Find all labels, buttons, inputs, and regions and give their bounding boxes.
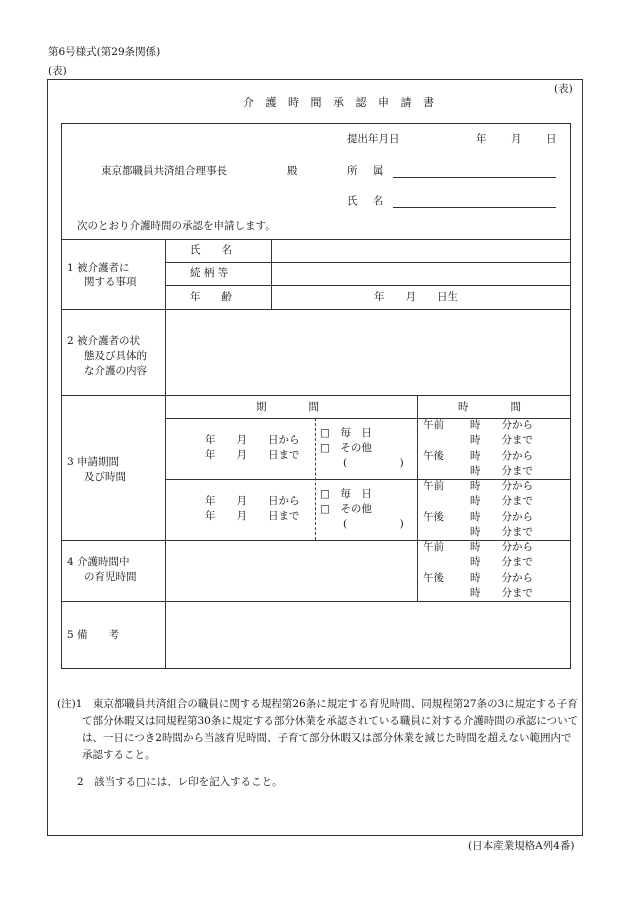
time-field[interactable]: 時 分から <box>470 572 533 584</box>
time-field[interactable]: 時 分から <box>470 419 533 431</box>
name-label: 氏 名 <box>347 195 390 207</box>
divider <box>61 239 571 240</box>
form-title: 介 護 時 間 承 認 申 請 書 <box>243 96 438 109</box>
period2-option-other-checkbox[interactable]: □ その他 <box>320 503 372 515</box>
corner-label: (表) <box>554 83 573 95</box>
section2-label-line3: な介護の内容 <box>84 365 147 377</box>
divider <box>61 601 571 602</box>
time-field[interactable]: 時 分まで <box>470 526 533 538</box>
affiliation-label: 所 属 <box>347 165 390 177</box>
footer-standard: (日本産業規格A列4番) <box>468 840 575 852</box>
time-field[interactable]: 時 分まで <box>470 465 533 477</box>
period1-option-daily-checkbox[interactable]: □ 毎 日 <box>320 427 372 439</box>
time-field[interactable]: 時 分まで <box>470 495 533 507</box>
period1-from[interactable]: 年 月 日から <box>205 434 300 446</box>
form-number: 第6号様式(第29条関係) <box>48 46 161 58</box>
divider <box>165 262 571 263</box>
note-2: 2 該当する□には、レ印を記入すること。 <box>77 776 283 788</box>
row-label-age: 年 齢 <box>190 291 232 303</box>
pm-label: 午後 <box>423 450 444 462</box>
divider <box>61 395 571 396</box>
period2-to[interactable]: 年 月 日まで <box>205 510 300 522</box>
request-text: 次のとおり介護時間の承認を申請します。 <box>77 220 276 232</box>
time-field[interactable]: 時 分まで <box>470 587 533 599</box>
period-header: 期 間 <box>256 401 319 413</box>
submission-day: 日 <box>546 133 557 145</box>
am-label: 午前 <box>423 419 444 431</box>
note-1: (注)1 東京都職員共済組合の職員に関する規程第26条に規定する育児時間、同規程第27条の3に規定する子育て部分休暇又は同規程第30条に規定する部分休業を承認されている職員に対する介護時間の承認については、一日につき2時間から当該育児時間、子育て部分休暇又は部分休業を減じた時間を超えない範囲内で承認すること。 <box>57 698 579 761</box>
time-field[interactable]: 時 分から <box>470 541 533 553</box>
time-field[interactable]: 時 分まで <box>470 556 533 568</box>
name-line[interactable] <box>393 207 556 208</box>
submission-date-label: 提出年月日 <box>347 133 400 145</box>
label-column-divider <box>165 239 166 669</box>
am-label: 午前 <box>423 480 444 492</box>
divider <box>61 309 571 310</box>
birthdate-field[interactable]: 年 月 日生 <box>374 291 458 303</box>
section3-label-line2: 及び時間 <box>84 471 126 483</box>
period2-option-daily-checkbox[interactable]: □ 毎 日 <box>320 488 372 500</box>
pm-label: 午後 <box>423 511 444 523</box>
section3-label-line1: 3 申請期間 <box>67 456 120 468</box>
period1-to[interactable]: 年 月 日まで <box>205 449 300 461</box>
honorific: 殿 <box>287 165 298 177</box>
section4-label-line1: 4 介護時間中 <box>67 556 130 568</box>
affiliation-line[interactable] <box>393 177 556 178</box>
period2-from[interactable]: 年 月 日から <box>205 495 300 507</box>
time-field[interactable]: 時 分から <box>470 450 533 462</box>
pm-label: 午後 <box>423 572 444 584</box>
section5-label: 5 備 考 <box>67 629 120 641</box>
time-column-divider <box>417 395 418 601</box>
section2-label-line1: 2 被介護者の状 <box>67 335 141 347</box>
front-label: (表) <box>48 65 67 77</box>
period1-other-field[interactable]: ( ) <box>343 457 404 469</box>
addressee: 東京都職員共済組合理事長 <box>101 165 227 177</box>
submission-year: 年 <box>476 133 487 145</box>
row-label-name: 氏 名 <box>190 244 232 256</box>
period2-other-field[interactable]: ( ) <box>343 518 404 530</box>
divider <box>271 239 272 309</box>
am-label: 午前 <box>423 541 444 553</box>
row-label-relation: 続 柄 等 <box>190 267 229 279</box>
section2-label-line2: 態及び具体的 <box>84 350 147 362</box>
section1-label-line2: 関する事項 <box>84 276 137 288</box>
section1-label-line1: 1 被介護者に <box>67 262 130 274</box>
divider <box>165 285 571 286</box>
time-field[interactable]: 時 分まで <box>470 434 533 446</box>
period1-option-other-checkbox[interactable]: □ その他 <box>320 442 372 454</box>
time-field[interactable]: 時 分から <box>470 511 533 523</box>
section4-label-line2: の育児時間 <box>84 571 137 583</box>
time-field[interactable]: 時 分から <box>470 480 533 492</box>
submission-month: 月 <box>511 133 522 145</box>
time-header: 時 間 <box>458 401 521 413</box>
